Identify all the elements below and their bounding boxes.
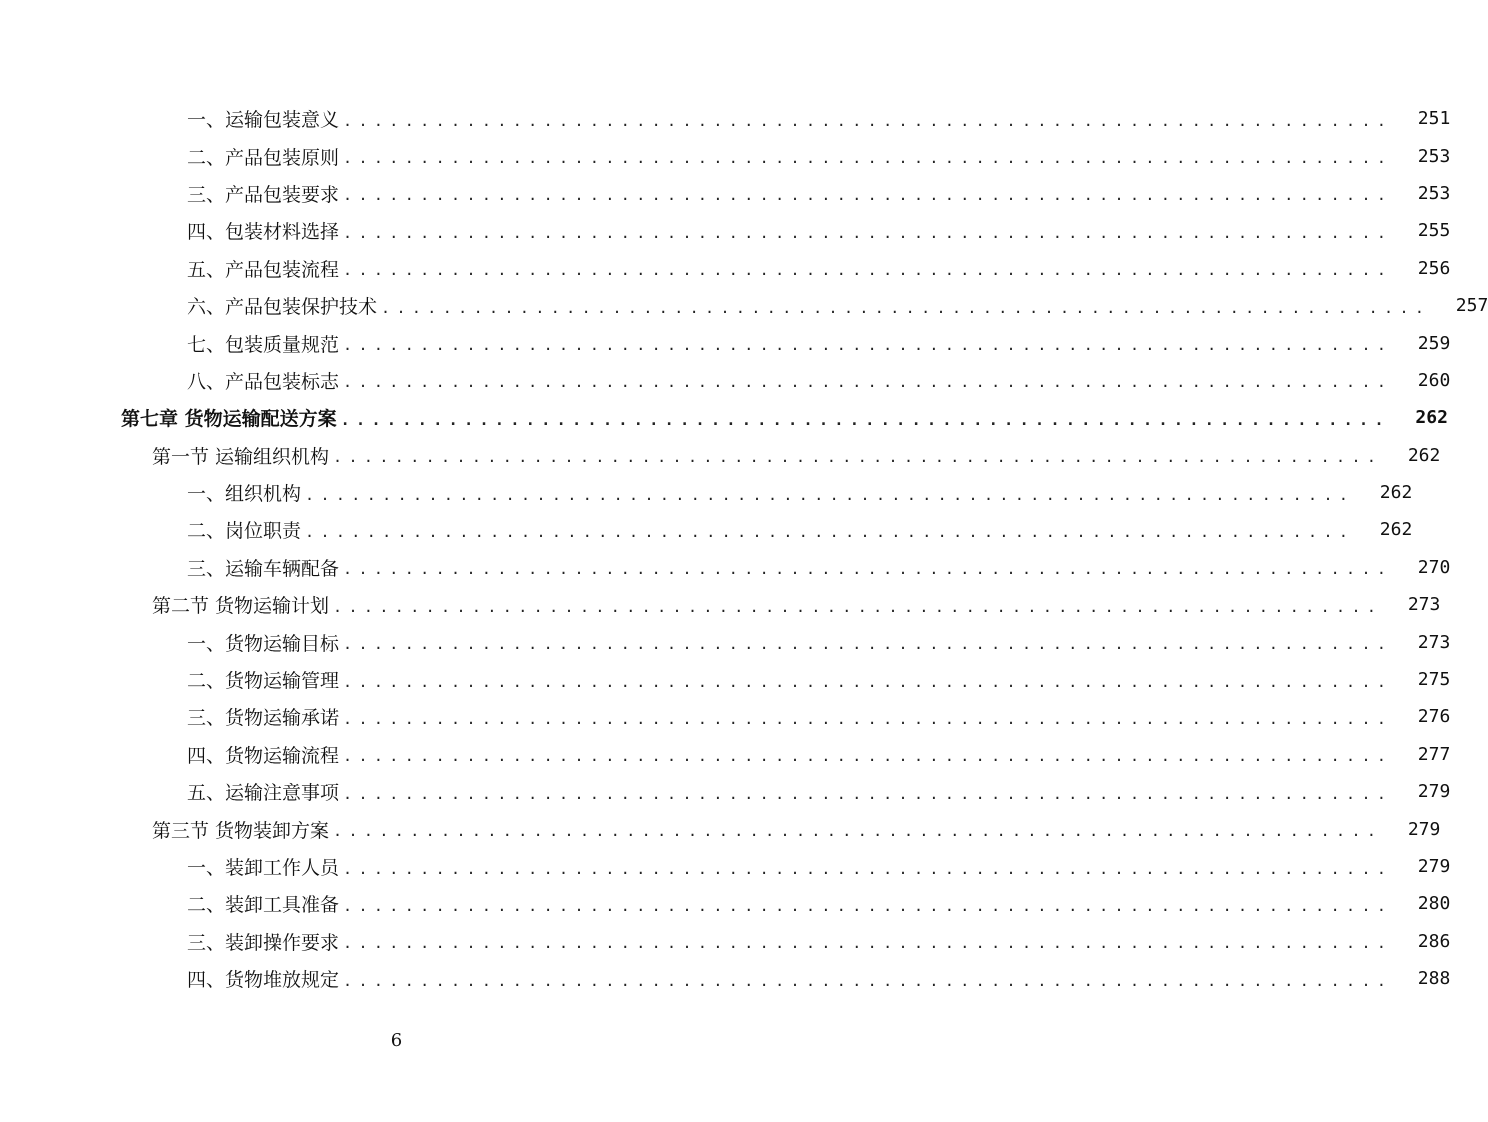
toc-entry-title: 四、包装材料选择: [187, 221, 340, 244]
toc-entry-page: 277: [1417, 743, 1451, 765]
toc-entry-title: 二、装卸工具准备: [187, 894, 340, 917]
toc-entry-title: 四、货物运输流程: [187, 744, 340, 767]
toc-entry[interactable]: [0, 137, 1451, 174]
toc-entry-page: 260: [1417, 369, 1451, 391]
toc-entry-title: 八、产品包装标志: [187, 370, 340, 393]
toc-entry-page: 251: [1417, 108, 1451, 130]
toc-entry[interactable]: [0, 736, 1451, 773]
toc-entry[interactable]: [0, 324, 1451, 361]
toc-entry-title: 第一节 运输组织机构: [152, 445, 330, 468]
toc-entry[interactable]: [0, 549, 1451, 586]
toc-entry[interactable]: [0, 250, 1451, 287]
toc-leader-dots: ....................................................................: [343, 373, 1393, 392]
toc-entry-title: 五、产品包装流程: [187, 258, 340, 281]
toc-entry-page: 262: [1379, 519, 1413, 541]
toc-entry-page: 253: [1417, 145, 1451, 167]
toc-entry-page: 255: [1417, 220, 1451, 242]
toc-entry[interactable]: [0, 960, 1451, 997]
toc-entry-title: 一、运输包装意义: [187, 109, 340, 132]
toc-entry-title: 三、装卸操作要求: [187, 931, 340, 954]
toc-entry[interactable]: [0, 773, 1451, 810]
toc-entry[interactable]: [0, 923, 1451, 960]
toc-entry[interactable]: [0, 698, 1451, 735]
toc-leader-dots: ....................................................................: [343, 149, 1393, 168]
toc-entry-title: 六、产品包装保护技术: [187, 296, 378, 319]
page-number: 6: [390, 1030, 403, 1051]
toc-entry-page: 270: [1417, 556, 1451, 578]
toc-leader-dots: ....................................................................: [343, 784, 1393, 803]
toc-entry-page: 286: [1417, 930, 1451, 952]
toc-entry-title: 一、组织机构: [187, 483, 302, 506]
toc-entry-title: 四、货物堆放规定: [187, 969, 340, 992]
toc-entry-page: 262: [1407, 444, 1441, 466]
toc-entry-title: 七、包装质量规范: [187, 333, 340, 356]
toc-entry[interactable]: [0, 212, 1451, 249]
toc-entry-page: 256: [1417, 257, 1451, 279]
toc-entry-title: 一、装卸工作人员: [187, 857, 340, 879]
toc-entry-title: 二、货物运输管理: [187, 670, 340, 693]
toc-entry-page: 273: [1417, 631, 1451, 653]
toc-entry-page: 280: [1417, 893, 1451, 915]
toc-leader-dots: ....................................................................: [343, 560, 1393, 579]
toc-leader-dots: ....................................................................: [333, 597, 1383, 616]
toc-leader-dots: ....................................................................: [343, 747, 1393, 766]
toc-entry[interactable]: [0, 848, 1451, 885]
toc-leader-dots: ....................................................................: [343, 859, 1393, 878]
toc-leader-dots: ....................................................................: [343, 934, 1393, 953]
toc-entry-page: 276: [1417, 706, 1451, 728]
toc-entry-title: 三、运输车辆配备: [187, 557, 340, 580]
toc-entry-page: 262: [1379, 482, 1413, 504]
toc-section-entry[interactable]: [0, 586, 1441, 623]
toc-entry-title: 第二节 货物运输计划: [152, 595, 330, 618]
toc-entry-page: 259: [1417, 332, 1451, 354]
toc-leader-dots: ....................................................................: [343, 709, 1393, 728]
toc-leader-dots: ....................................................................: [381, 298, 1431, 317]
toc-entry-title: 三、产品包装要求: [187, 183, 340, 206]
toc-entry[interactable]: [0, 362, 1451, 399]
toc-entry-title: 三、货物运输承诺: [187, 707, 340, 730]
toc-section-entry[interactable]: [0, 810, 1441, 847]
toc-leader-dots: ....................................................................: [343, 672, 1393, 691]
toc-leader-dots: ....................................................................: [305, 485, 1355, 504]
toc-leader-dots: ....................................................................: [333, 822, 1383, 841]
toc-chapter-entry[interactable]: [0, 399, 1448, 436]
toc-entry-page: 288: [1417, 968, 1451, 990]
toc-entry-page: 257: [1455, 295, 1488, 317]
toc-entry-title: 五、运输注意事项: [187, 782, 340, 805]
toc-entry-title: 一、货物运输目标: [187, 632, 340, 655]
toc-entry[interactable]: [0, 511, 1413, 548]
toc-leader-dots: ....................................................................: [340, 410, 1390, 429]
toc-entry-page: 279: [1417, 781, 1451, 803]
toc-entry-title: 二、岗位职责: [187, 520, 302, 543]
toc-entry-page: 275: [1417, 669, 1451, 691]
toc-entry-page: 273: [1407, 594, 1441, 616]
toc-leader-dots: ....................................................................: [343, 971, 1393, 990]
toc-entry[interactable]: [0, 100, 1451, 137]
toc-entry-title: 第七章 货物运输配送方案: [121, 408, 337, 431]
toc-leader-dots: ....................................................................: [343, 186, 1393, 205]
toc-entry-page: 279: [1417, 856, 1451, 877]
toc-entry[interactable]: [0, 474, 1413, 511]
toc-leader-dots: ....................................................................: [343, 336, 1393, 355]
toc-entry-title: 二、产品包装原则: [187, 146, 340, 169]
toc-leader-dots: ....................................................................: [305, 522, 1355, 541]
toc-leader-dots: ....................................................................: [343, 896, 1393, 915]
toc-entry-page: 279: [1407, 818, 1441, 840]
toc-leader-dots: ....................................................................: [343, 111, 1393, 130]
toc-leader-dots: ....................................................................: [343, 635, 1393, 654]
toc-entry[interactable]: [0, 623, 1451, 660]
toc-section-entry[interactable]: [0, 437, 1441, 474]
toc-entry[interactable]: [0, 661, 1451, 698]
toc-entry-page: 253: [1417, 182, 1451, 204]
toc-entry-page: 262: [1415, 407, 1448, 429]
toc-leader-dots: ....................................................................: [333, 448, 1383, 467]
toc-leader-dots: ....................................................................: [343, 223, 1393, 242]
toc-entry[interactable]: [0, 885, 1451, 922]
toc-entry[interactable]: [0, 287, 1488, 324]
toc-entry[interactable]: [0, 175, 1451, 212]
toc-leader-dots: ....................................................................: [343, 261, 1393, 280]
toc-entry-title: 第三节 货物装卸方案: [152, 819, 330, 842]
table-of-contents: [0, 100, 1488, 997]
